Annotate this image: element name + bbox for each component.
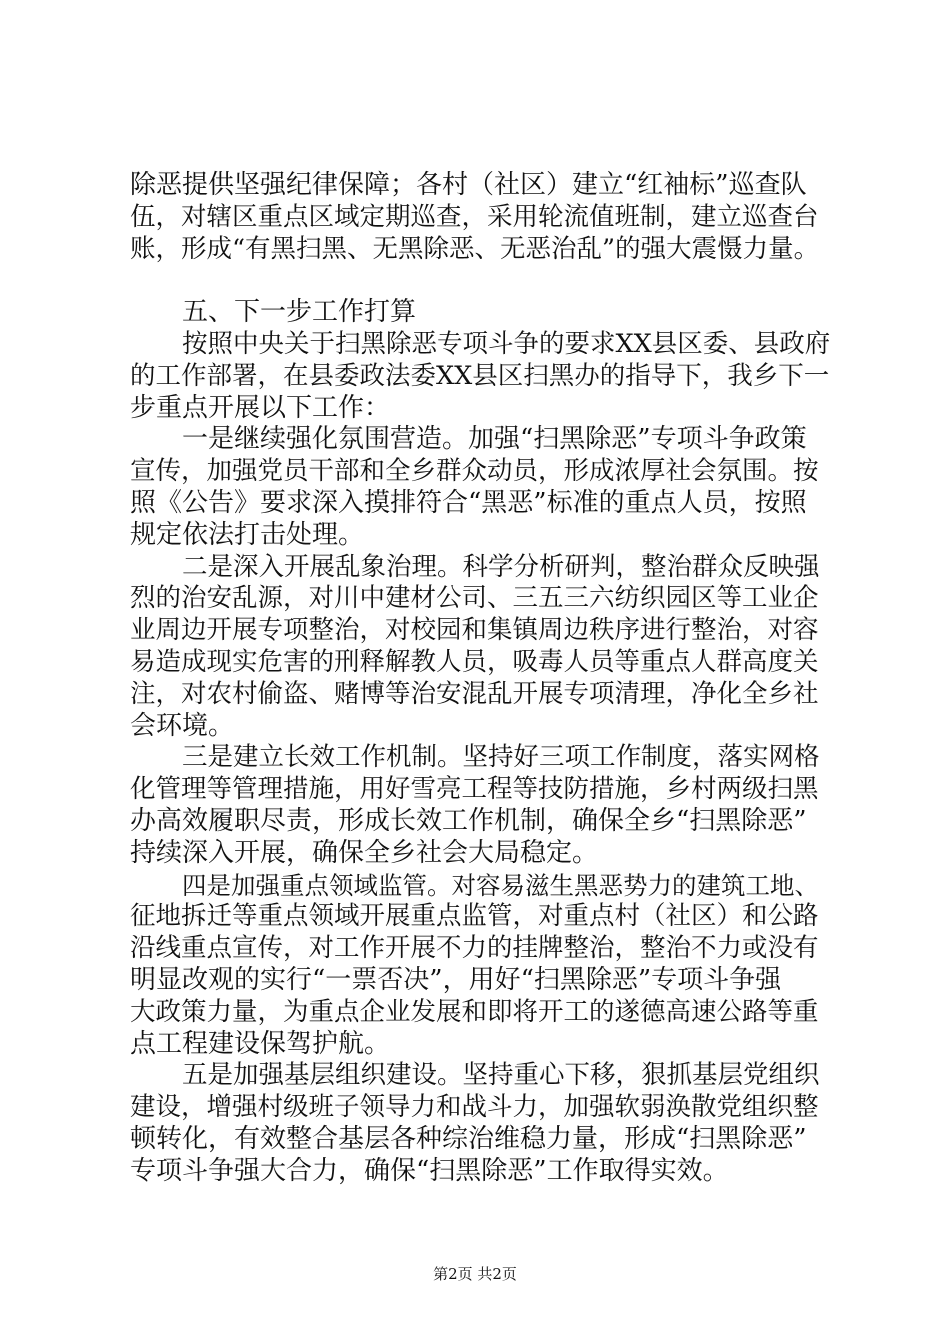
text-line: 烈的治安乱源，对川中建材公司、三五三六纺织园区等工业企 <box>130 583 819 614</box>
item-paragraph-2 <box>130 552 830 743</box>
text-line: 宣传，加强党员干部和全乡群众动员，形成浓厚社会氛围。按 <box>130 456 819 487</box>
item-paragraph-3 <box>130 742 830 869</box>
intro-paragraph <box>130 329 830 424</box>
text-line: 持续深入开展，确保全乡社会大局稳定。 <box>130 837 599 868</box>
text-line: 账，形成“有黑扫黑、无黑除恶、无恶治乱”的强大震慑力量。 <box>130 233 820 264</box>
text-line: 明显改观的实行“一票否决”，用好“扫黑除恶”专项斗争强 <box>130 964 782 995</box>
page-number-label: 第2页 共2页 <box>433 1265 517 1283</box>
text-line: 除恶提供坚强纪律保障；各村（社区）建立“红袖标”巡查队 <box>130 170 807 200</box>
text-line: 点工程建设保驾护航。 <box>130 1028 391 1059</box>
text-line: 化管理等管理措施，用好雪亮工程等技防措施，乡村两级扫黑 <box>130 774 819 805</box>
item-paragraph-5 <box>130 1060 830 1187</box>
text-line: 照《公告》要求深入摸排符合“黑恶”标准的重点人员，按照 <box>130 487 807 518</box>
text-line: 注，对农村偷盗、赌博等治安混乱开展专项清理，净化全乡社 <box>130 678 819 709</box>
paragraph-gap <box>130 265 830 297</box>
carry-over-paragraph <box>130 170 830 265</box>
text-line: 步重点开展以下工作： <box>130 392 391 423</box>
text-line: 办高效履职尽责，形成长效工作机制，确保全乡“扫黑除恶” <box>130 805 807 836</box>
text-line: 按照中央关于扫黑除恶专项斗争的要求XX县区委、县政府 <box>182 328 831 359</box>
text-line: 四是加强重点领域监管。对容易滋生黑恶势力的建筑工地、 <box>182 870 819 900</box>
text-line: 规定依法打击处理。 <box>130 519 365 550</box>
text-line: 沿线重点宣传，对工作开展不力的挂牌整治，整治不力或没有 <box>130 933 819 964</box>
document-body <box>130 170 830 1188</box>
text-line: 伍，对辖区重点区域定期巡查，采用轮流值班制，建立巡查台 <box>130 201 819 232</box>
text-line: 建设，增强村级班子领导力和战斗力，加强软弱涣散党组织整 <box>130 1092 819 1123</box>
text-line: 顿转化，有效整合基层各种综治维稳力量，形成“扫黑除恶” <box>130 1123 807 1154</box>
text-line: 征地拆迁等重点领域开展重点监管，对重点村（社区）和公路 <box>130 901 819 932</box>
text-line: 的工作部署，在县委政法委XX县区扫黑办的指导下，我乡下一 <box>130 360 830 391</box>
text-line: 三是建立长效工作机制。坚持好三项工作制度，落实网格 <box>182 742 820 773</box>
text-line: 业周边开展专项整治，对校园和集镇周边秩序进行整治，对容 <box>130 615 819 646</box>
text-line: 易造成现实危害的刑释解教人员，吸毒人员等重点人群高度关 <box>130 646 819 677</box>
text-line: 五是加强基层组织建设。坚持重心下移，狠抓基层党组织 <box>182 1060 820 1091</box>
text-line: 一是继续强化氛围营造。加强“扫黑除恶”专项斗争政策 <box>182 424 807 455</box>
text-line: 大政策力量，为重点企业发展和即将开工的遂德高速公路等重 <box>130 996 819 1027</box>
section-heading: 五、下一步工作打算 <box>182 297 417 328</box>
item-paragraph-1 <box>130 424 830 551</box>
text-line: 专项斗争强大合力，确保“扫黑除恶”工作取得实效。 <box>130 1155 729 1186</box>
item-paragraph-4 <box>130 870 830 1061</box>
text-line: 二是深入开展乱象治理。科学分析研判，整治群众反映强 <box>182 551 820 582</box>
page-footer <box>0 1264 950 1284</box>
text-line: 会环境。 <box>130 710 235 741</box>
